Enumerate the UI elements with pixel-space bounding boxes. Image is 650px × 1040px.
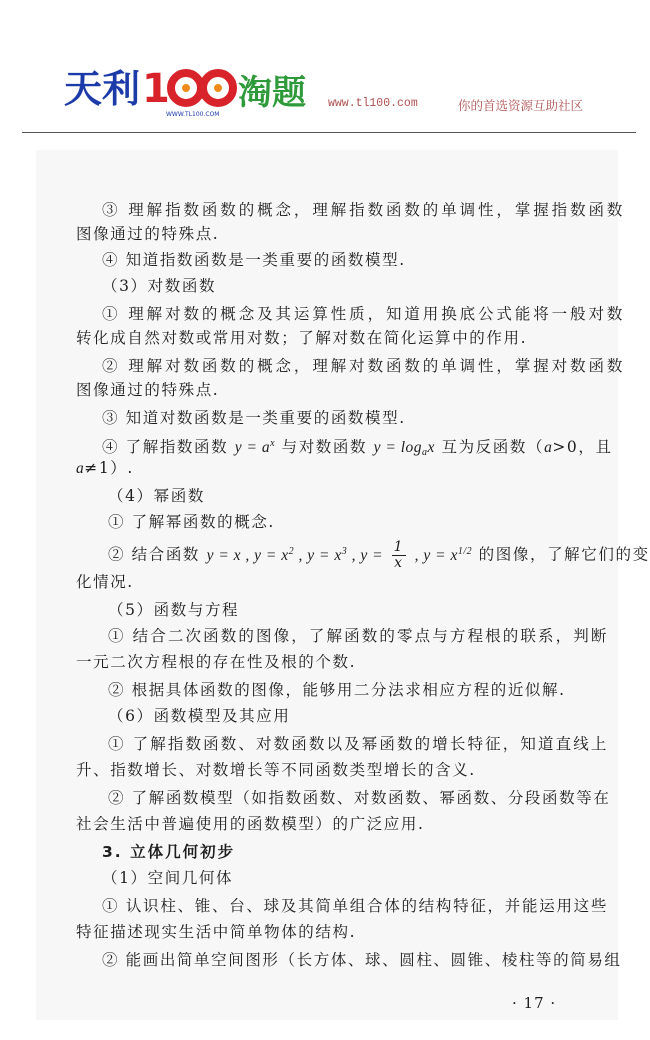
text-line: 图像通过的特殊点. — [76, 381, 220, 399]
text-line: ④ 知道指数函数是一类重要的函数模型. — [102, 251, 406, 269]
text-line: 升、指数增长、对数增长等不同函数类型增长的含义. — [76, 761, 476, 779]
svg-text:淘题: 淘题 — [238, 73, 306, 113]
formula-power-functions: y = x , $y = x^2$ , $y = x^3$ , y = — [206, 545, 384, 564]
subsection-heading: （4）幂函数 — [108, 487, 205, 505]
svg-text:1: 1 — [142, 66, 170, 112]
text-line: ② 了解函数模型（如指数函数、对数函数、幂函数、分段函数等在 — [108, 789, 611, 807]
page-number: · 17 · — [512, 994, 557, 1012]
subsection-heading: （1）空间几何体 — [102, 869, 234, 887]
text-line: ② 理解对数函数的概念，理解对数函数的单调性，掌握对数函数 — [102, 357, 624, 375]
svg-text:天利: 天利 — [64, 67, 141, 111]
header-divider — [22, 132, 636, 133]
text-line: 一元二次方程根的存在性及根的个数. — [76, 653, 357, 671]
text-line: 特征描述现实生活中简单物体的结构. — [76, 923, 357, 941]
site-url[interactable]: www.tl100.com — [328, 97, 418, 110]
formula-var: a — [76, 460, 85, 477]
tianli100-logo[interactable] — [62, 58, 312, 122]
text-span: >0，且 — [552, 438, 613, 456]
text-span: 与对数函数 — [281, 438, 368, 456]
formula-exp: $y = a^x$ — [234, 438, 276, 456]
text-line: 社会生活中普遍使用的函数模型）的广泛应用. — [76, 815, 425, 833]
text-line: ① 了解指数函数、对数函数以及幂函数的增长特征，知道直线上 — [108, 735, 608, 753]
section-heading: 3. 立体几何初步 — [102, 843, 236, 861]
formula-var: a — [544, 439, 553, 456]
fraction-one-over-x: $\frac{1}{x}$ — [393, 539, 405, 571]
subsection-heading: （3）对数函数 — [102, 277, 217, 295]
text-line: 图像通过的特殊点. — [76, 225, 220, 243]
text-line: ② 能画出简单空间图形（长方体、球、圆柱、圆锥、棱柱等的简易组 — [102, 951, 622, 969]
text-span: 互为反函数（ — [441, 438, 545, 456]
text-line: ③ 理解指数函数的概念，理解指数函数的单调性，掌握指数函数 — [102, 201, 624, 219]
text-line: ③ 知道对数函数是一类重要的函数模型. — [102, 409, 406, 427]
site-header — [0, 0, 650, 140]
subsection-heading: （6）函数模型及其应用 — [108, 707, 291, 725]
site-slogan: 你的首选资源互助社区 — [458, 98, 584, 113]
formula-log: $y = \log_ax$ — [373, 439, 435, 458]
text-line: ① 结合二次函数的图像，了解函数的零点与方程根的联系，判断 — [108, 627, 608, 645]
text-line: ① 了解幂函数的概念. — [108, 513, 275, 531]
logo-small-url: WWW.TL100.COM — [166, 111, 220, 118]
text-line: 转化成自然对数或常用对数；了解对数在简化运算中的作用. — [76, 329, 528, 347]
formula-sqrt: , $y = x^{1/2}$ — [414, 545, 473, 564]
text-span: ④ 了解指数函数 — [102, 438, 229, 456]
text-span: ② 结合函数 — [108, 545, 201, 564]
text-line — [76, 458, 134, 479]
text-span: ≠1）. — [84, 459, 134, 477]
subsection-heading: （5）函数与方程 — [108, 601, 240, 619]
text-line: ② 根据具体函数的图像，能够用二分法求相应方程的近似解. — [108, 681, 566, 699]
text-line: 化情况. — [76, 573, 134, 591]
text-line-with-formula — [102, 434, 613, 463]
text-line: ① 理解对数的概念及其运算性质，知道用换底公式能将一般对数 — [102, 305, 624, 323]
text-line-with-formula — [108, 540, 650, 571]
text-span: 的图像，了解它们的变 — [478, 545, 650, 564]
text-line: ① 认识柱、锥、台、球及其简单组合体的结构特征，并能运用这些 — [102, 897, 608, 915]
